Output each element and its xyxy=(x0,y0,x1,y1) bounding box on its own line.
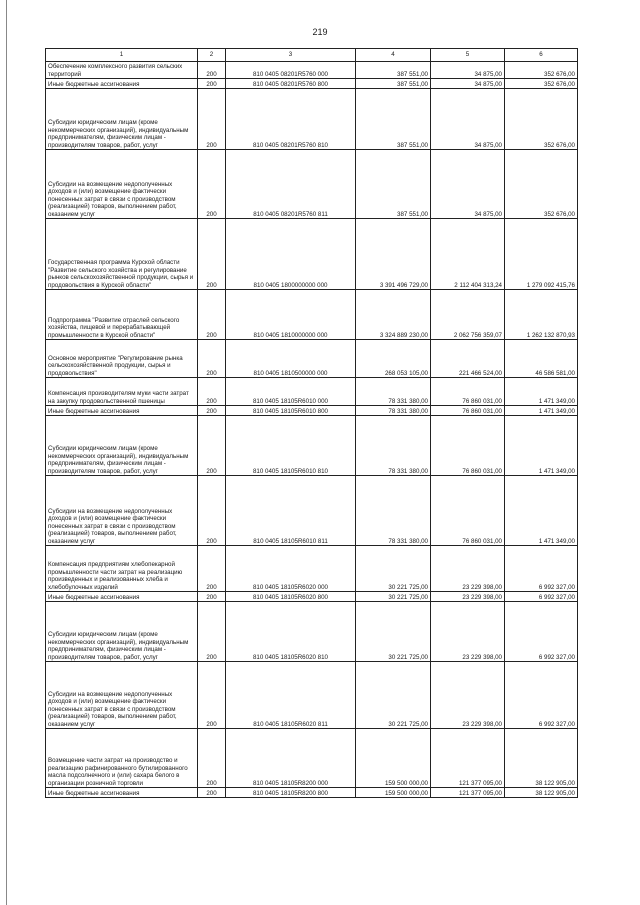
row-value-5: 34 875,00 xyxy=(431,62,505,79)
row-name: Возмещение части затрат на производство и реализацию рафинированного бутилированного масла подсолнечного и (или) сахара белого в организации розничной торговли xyxy=(46,729,198,788)
row-value-5: 23 229 398,00 xyxy=(431,592,505,602)
row-value-4: 78 331 380,00 xyxy=(356,378,431,406)
row-value-5: 2 112 404 313,24 xyxy=(431,219,505,290)
row-name: Субсидии юридическим лицам (кроме некоммерческих организаций), индивидуальным предпринимателям, физическим лицам - производителям товаров, работ, услуг xyxy=(46,416,198,476)
row-value-4: 387 551,00 xyxy=(356,62,431,79)
row-name: Компенсация предприятиям хлебопекарной промышленности части затрат на реализацию произведенных и реализованных хлеба и хлебобулочных изделий xyxy=(46,546,198,592)
row-value-6: 46 586 581,00 xyxy=(505,340,578,378)
row-value-4: 78 331 380,00 xyxy=(356,476,431,546)
header-col-1: 1 xyxy=(46,49,198,62)
row-value-6: 6 992 327,00 xyxy=(505,602,578,662)
row-admin: 200 xyxy=(198,602,226,662)
row-name: Компенсация производителям муки части затрат на закупку продовольственной пшеницы xyxy=(46,378,198,406)
row-value-6: 1 471 349,00 xyxy=(505,476,578,546)
row-value-4: 30 221 725,00 xyxy=(356,602,431,662)
table-row xyxy=(46,546,578,592)
row-value-5: 76 860 031,00 xyxy=(431,416,505,476)
row-value-4: 387 551,00 xyxy=(356,150,431,219)
table-row xyxy=(46,340,578,378)
row-value-6: 1 279 092 415,76 xyxy=(505,219,578,290)
row-admin: 200 xyxy=(198,89,226,150)
table-row xyxy=(46,592,578,602)
row-admin: 200 xyxy=(198,378,226,406)
row-admin: 200 xyxy=(198,290,226,340)
row-value-5: 121 377 095,00 xyxy=(431,788,505,798)
row-value-6: 1 471 349,00 xyxy=(505,378,578,406)
row-code: 810 0405 1810500000 000 xyxy=(226,340,356,378)
row-name: Обеспечение комплексного развития сельских территорий xyxy=(46,62,198,79)
row-code: 810 0405 08201R5760 810 xyxy=(226,89,356,150)
row-value-5: 23 229 398,00 xyxy=(431,602,505,662)
header-col-4: 4 xyxy=(356,49,431,62)
row-value-5: 76 860 031,00 xyxy=(431,378,505,406)
row-admin: 200 xyxy=(198,546,226,592)
table-row xyxy=(46,729,578,788)
row-code: 810 0405 1810000000 000 xyxy=(226,290,356,340)
header-col-5: 5 xyxy=(431,49,505,62)
row-value-6: 6 992 327,00 xyxy=(505,662,578,729)
row-value-6: 1 471 349,00 xyxy=(505,416,578,476)
row-name: Подпрограмма "Развитие отраслей сельского хозяйства, пищевой и перерабатывающей промышленности в Курской области" xyxy=(46,290,198,340)
row-value-4: 30 221 725,00 xyxy=(356,662,431,729)
table-row xyxy=(46,476,578,546)
table-row xyxy=(46,290,578,340)
table-row xyxy=(46,62,578,79)
row-value-4: 387 551,00 xyxy=(356,89,431,150)
row-value-5: 23 229 398,00 xyxy=(431,662,505,729)
row-code: 810 0405 1800000000 000 xyxy=(226,219,356,290)
row-admin: 200 xyxy=(198,219,226,290)
row-name: Субсидии на возмещение недополученных доходов и (или) возмещение фактически понесенных затрат в связи с производством (реализацией) товаров, выполнением работ, оказанием услуг xyxy=(46,150,198,219)
row-value-4: 387 551,00 xyxy=(356,79,431,89)
row-value-6: 352 676,00 xyxy=(505,79,578,89)
row-admin: 200 xyxy=(198,476,226,546)
row-name: Иные бюджетные ассигнования xyxy=(46,79,198,89)
row-admin: 200 xyxy=(198,150,226,219)
row-admin: 200 xyxy=(198,662,226,729)
row-value-6: 38 122 905,00 xyxy=(505,729,578,788)
row-admin: 200 xyxy=(198,592,226,602)
row-value-6: 6 992 327,00 xyxy=(505,546,578,592)
row-code: 810 0405 08201R5760 800 xyxy=(226,79,356,89)
header-col-6: 6 xyxy=(505,49,578,62)
table-row xyxy=(46,378,578,406)
table-row xyxy=(46,602,578,662)
header-col-2: 2 xyxy=(198,49,226,62)
row-value-6: 352 676,00 xyxy=(505,150,578,219)
table-row xyxy=(46,89,578,150)
row-value-4: 30 221 725,00 xyxy=(356,546,431,592)
table-row xyxy=(46,219,578,290)
row-admin: 200 xyxy=(198,340,226,378)
table-row xyxy=(46,150,578,219)
row-name: Субсидии юридическим лицам (кроме некоммерческих организаций), индивидуальным предпринимателям, физическим лицам - производителям товаров, работ, услуг xyxy=(46,602,198,662)
row-code: 810 0405 18105R8200 800 xyxy=(226,788,356,798)
table-row xyxy=(46,406,578,416)
row-value-4: 268 053 105,00 xyxy=(356,340,431,378)
row-value-6: 1 471 349,00 xyxy=(505,406,578,416)
row-name: Иные бюджетные ассигнования xyxy=(46,406,198,416)
row-value-5: 76 860 031,00 xyxy=(431,476,505,546)
row-code: 810 0405 18105R6020 811 xyxy=(226,662,356,729)
row-value-5: 34 875,00 xyxy=(431,89,505,150)
row-value-6: 6 992 327,00 xyxy=(505,592,578,602)
row-value-6: 38 122 905,00 xyxy=(505,788,578,798)
row-value-5: 221 466 524,00 xyxy=(431,340,505,378)
row-value-5: 34 875,00 xyxy=(431,79,505,89)
table-row xyxy=(46,79,578,89)
row-code: 810 0405 18105R6010 810 xyxy=(226,416,356,476)
row-value-4: 159 500 000,00 xyxy=(356,729,431,788)
row-value-6: 1 262 132 870,93 xyxy=(505,290,578,340)
row-value-4: 3 324 889 230,00 xyxy=(356,290,431,340)
table-header-row xyxy=(46,49,578,62)
page-edge-line xyxy=(6,0,7,905)
row-admin: 200 xyxy=(198,62,226,79)
row-name: Субсидии на возмещение недополученных доходов и (или) возмещение фактически понесенных затрат в связи с производством (реализацией) товаров, выполнением работ, оказанием услуг xyxy=(46,476,198,546)
row-code: 810 0405 18105R8200 000 xyxy=(226,729,356,788)
row-admin: 200 xyxy=(198,416,226,476)
row-value-5: 23 229 398,00 xyxy=(431,546,505,592)
row-value-4: 78 331 380,00 xyxy=(356,406,431,416)
row-code: 810 0405 18105R6020 800 xyxy=(226,592,356,602)
budget-table xyxy=(45,48,578,798)
row-value-5: 34 875,00 xyxy=(431,150,505,219)
row-name: Иные бюджетные ассигнования xyxy=(46,788,198,798)
table-row xyxy=(46,788,578,798)
row-name: Государственная программа Курской области "Развитие сельского хозяйства и регулирование рынков сельскохозяйственной продукции, сырья и продовольствия в Курской области" xyxy=(46,219,198,290)
row-value-5: 76 860 031,00 xyxy=(431,406,505,416)
row-code: 810 0405 08201R5760 811 xyxy=(226,150,356,219)
row-value-4: 3 391 496 729,00 xyxy=(356,219,431,290)
table-row xyxy=(46,416,578,476)
row-code: 810 0405 08201R5760 000 xyxy=(226,62,356,79)
row-value-4: 159 500 000,00 xyxy=(356,788,431,798)
row-value-5: 121 377 095,00 xyxy=(431,729,505,788)
row-admin: 200 xyxy=(198,406,226,416)
row-name: Субсидии юридическим лицам (кроме некоммерческих организаций), индивидуальным предпринимателям, физическим лицам - производителям товаров, работ, услуг xyxy=(46,89,198,150)
row-value-6: 352 676,00 xyxy=(505,89,578,150)
row-admin: 200 xyxy=(198,788,226,798)
row-name: Основное мероприятие "Регулирование рынка сельскохозяйственной продукции, сырья и продовольствия" xyxy=(46,340,198,378)
row-name: Субсидии на возмещение недополученных доходов и (или) возмещение фактически понесенных затрат в связи с производством (реализацией) товаров, выполнением работ, оказанием услуг xyxy=(46,662,198,729)
row-value-4: 78 331 380,00 xyxy=(356,416,431,476)
row-name: Иные бюджетные ассигнования xyxy=(46,592,198,602)
row-admin: 200 xyxy=(198,729,226,788)
row-value-4: 30 221 725,00 xyxy=(356,592,431,602)
row-code: 810 0405 18105R6020 810 xyxy=(226,602,356,662)
table-row xyxy=(46,662,578,729)
row-code: 810 0405 18105R6010 800 xyxy=(226,406,356,416)
row-code: 810 0405 18105R6010 811 xyxy=(226,476,356,546)
page-number: 219 xyxy=(312,27,328,37)
row-value-5: 2 062 756 359,07 xyxy=(431,290,505,340)
row-admin: 200 xyxy=(198,79,226,89)
row-code: 810 0405 18105R6010 000 xyxy=(226,378,356,406)
row-code: 810 0405 18105R6020 000 xyxy=(226,546,356,592)
row-value-6: 352 676,00 xyxy=(505,62,578,79)
header-col-3: 3 xyxy=(226,49,356,62)
